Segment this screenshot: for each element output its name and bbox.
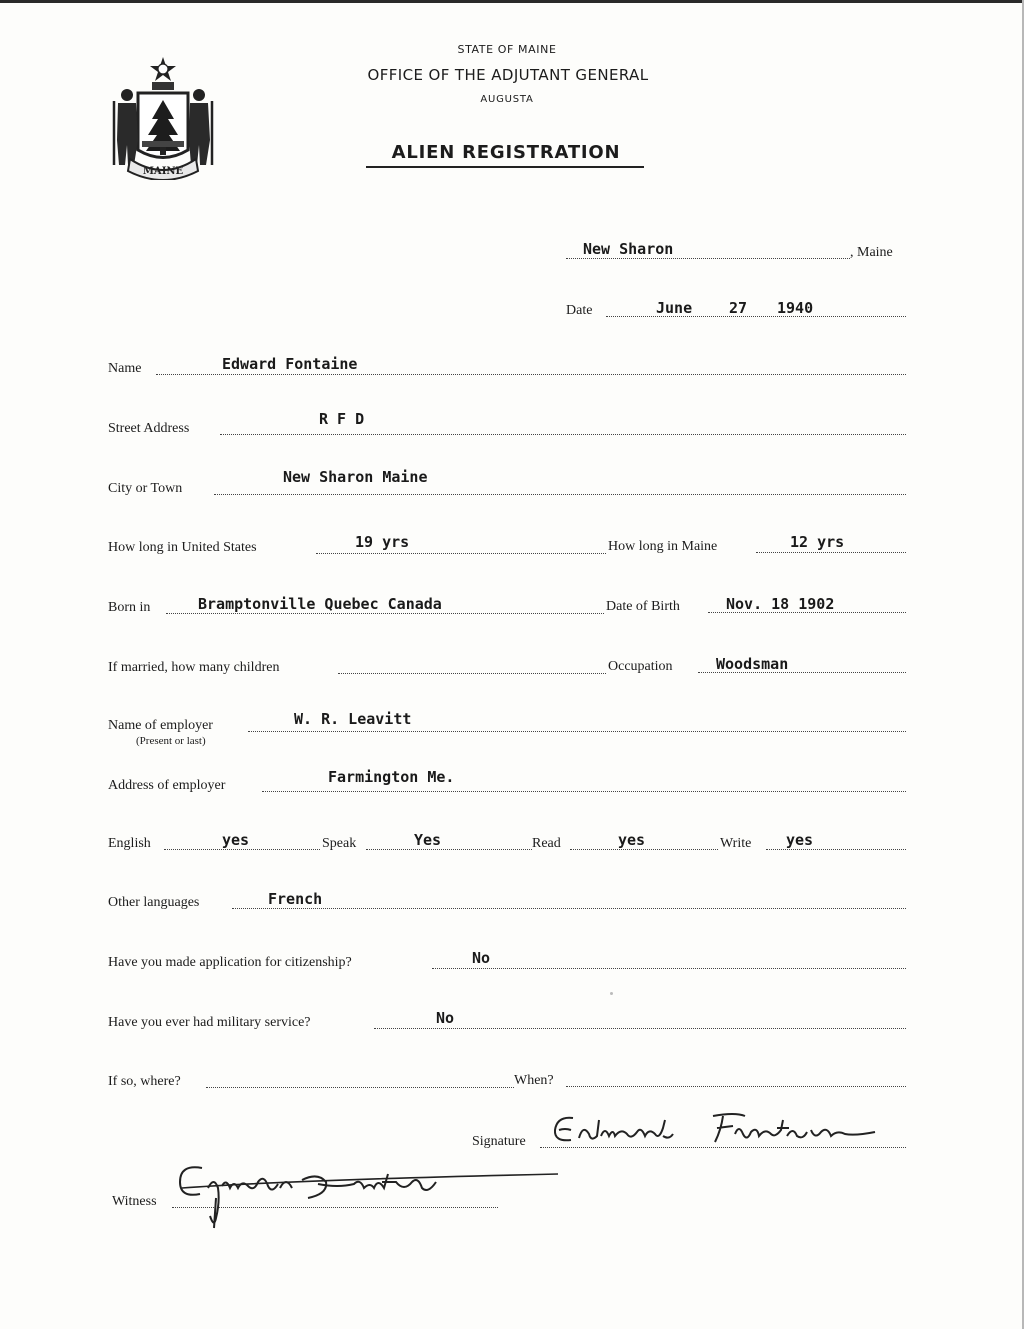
born-in-dotted-line	[166, 613, 604, 614]
employer-label: Name of employer	[108, 718, 213, 733]
signature-label: Signature	[472, 1134, 526, 1149]
english-label: English	[108, 836, 151, 851]
children-label: If married, how many children	[108, 660, 280, 675]
svg-text:MAINE: MAINE	[142, 166, 184, 177]
other-languages-dotted-line	[232, 908, 906, 909]
city-label: City or Town	[108, 481, 183, 496]
how-long-maine-label: How long in Maine	[608, 539, 718, 554]
how-long-us-value: 19 yrs	[355, 533, 410, 551]
when-label: When?	[514, 1073, 554, 1088]
occupation-label: Occupation	[608, 659, 673, 674]
military-value: No	[436, 1009, 455, 1027]
where-dotted-line	[206, 1087, 514, 1088]
military-dotted-line	[374, 1028, 906, 1029]
born-in-label: Born in	[108, 600, 151, 615]
date-year: 1940	[777, 299, 814, 317]
citizenship-label: Have you made application for citizenship?	[108, 955, 352, 970]
form-title: ALIEN REGISTRATION	[391, 142, 621, 163]
name-value: Edward Fontaine	[222, 355, 358, 373]
citizenship-dotted-line	[432, 968, 906, 969]
place-value: New Sharon	[583, 240, 674, 258]
street-address-value: R F D	[319, 410, 365, 428]
header-office: OFFICE OF THE ADJUTANT GENERAL	[367, 66, 649, 84]
place-suffix: , Maine	[850, 245, 893, 260]
title-underline	[366, 166, 644, 168]
name-dotted-line	[156, 374, 906, 375]
speak-label: Speak	[322, 836, 357, 851]
employer-address-value: Farmington Me.	[328, 768, 455, 786]
scan-speck	[610, 992, 613, 995]
other-languages-value: French	[268, 890, 323, 908]
how-long-us-dotted-line	[316, 553, 606, 554]
street-address-label: Street Address	[108, 421, 190, 436]
applicant-signature	[545, 1106, 885, 1156]
street-address-dotted-line	[220, 434, 906, 435]
date-month: June	[656, 299, 693, 317]
date-label: Date	[566, 303, 593, 318]
english-dotted-line	[164, 849, 320, 850]
employer-address-dotted-line	[262, 791, 906, 792]
header-city: AUGUSTA	[480, 94, 534, 105]
header-state: STATE OF MAINE	[457, 43, 557, 56]
date-day: 27	[729, 299, 748, 317]
military-label: Have you ever had military service?	[108, 1015, 311, 1030]
read-label: Read	[532, 836, 561, 851]
write-dotted-line	[766, 849, 906, 850]
employer-dotted-line	[248, 731, 906, 732]
employer-sublabel: (Present or last)	[136, 735, 206, 747]
scan-top-edge	[0, 0, 1024, 3]
speak-value: Yes	[414, 831, 442, 849]
where-label: If so, where?	[108, 1074, 181, 1089]
date-of-birth-value: Nov. 18 1902	[726, 595, 835, 613]
date-of-birth-label: Date of Birth	[606, 599, 680, 614]
how-long-maine-value: 12 yrs	[790, 533, 845, 551]
how-long-us-label: How long in United States	[108, 540, 257, 555]
born-in-value: Bramptonville Quebec Canada	[198, 595, 442, 613]
children-dotted-line	[338, 673, 606, 674]
citizenship-value: No	[472, 949, 491, 967]
how-long-maine-dotted-line	[756, 552, 906, 553]
when-dotted-line	[566, 1086, 906, 1087]
employer-value: W. R. Leavitt	[294, 710, 412, 728]
read-dotted-line	[570, 849, 718, 850]
english-value: yes	[222, 831, 250, 849]
date-dotted-line	[606, 316, 906, 317]
city-dotted-line	[214, 494, 906, 495]
name-label: Name	[108, 361, 142, 376]
write-value: yes	[786, 831, 814, 849]
place-dotted-line	[566, 258, 850, 259]
other-languages-label: Other languages	[108, 895, 200, 910]
read-value: yes	[618, 831, 646, 849]
speak-dotted-line	[366, 849, 532, 850]
occupation-value: Woodsman	[716, 655, 789, 673]
witness-label: Witness	[112, 1194, 157, 1209]
city-value: New Sharon Maine	[283, 468, 428, 486]
witness-signature	[168, 1158, 568, 1238]
write-label: Write	[720, 836, 752, 851]
employer-address-label: Address of employer	[108, 778, 226, 793]
